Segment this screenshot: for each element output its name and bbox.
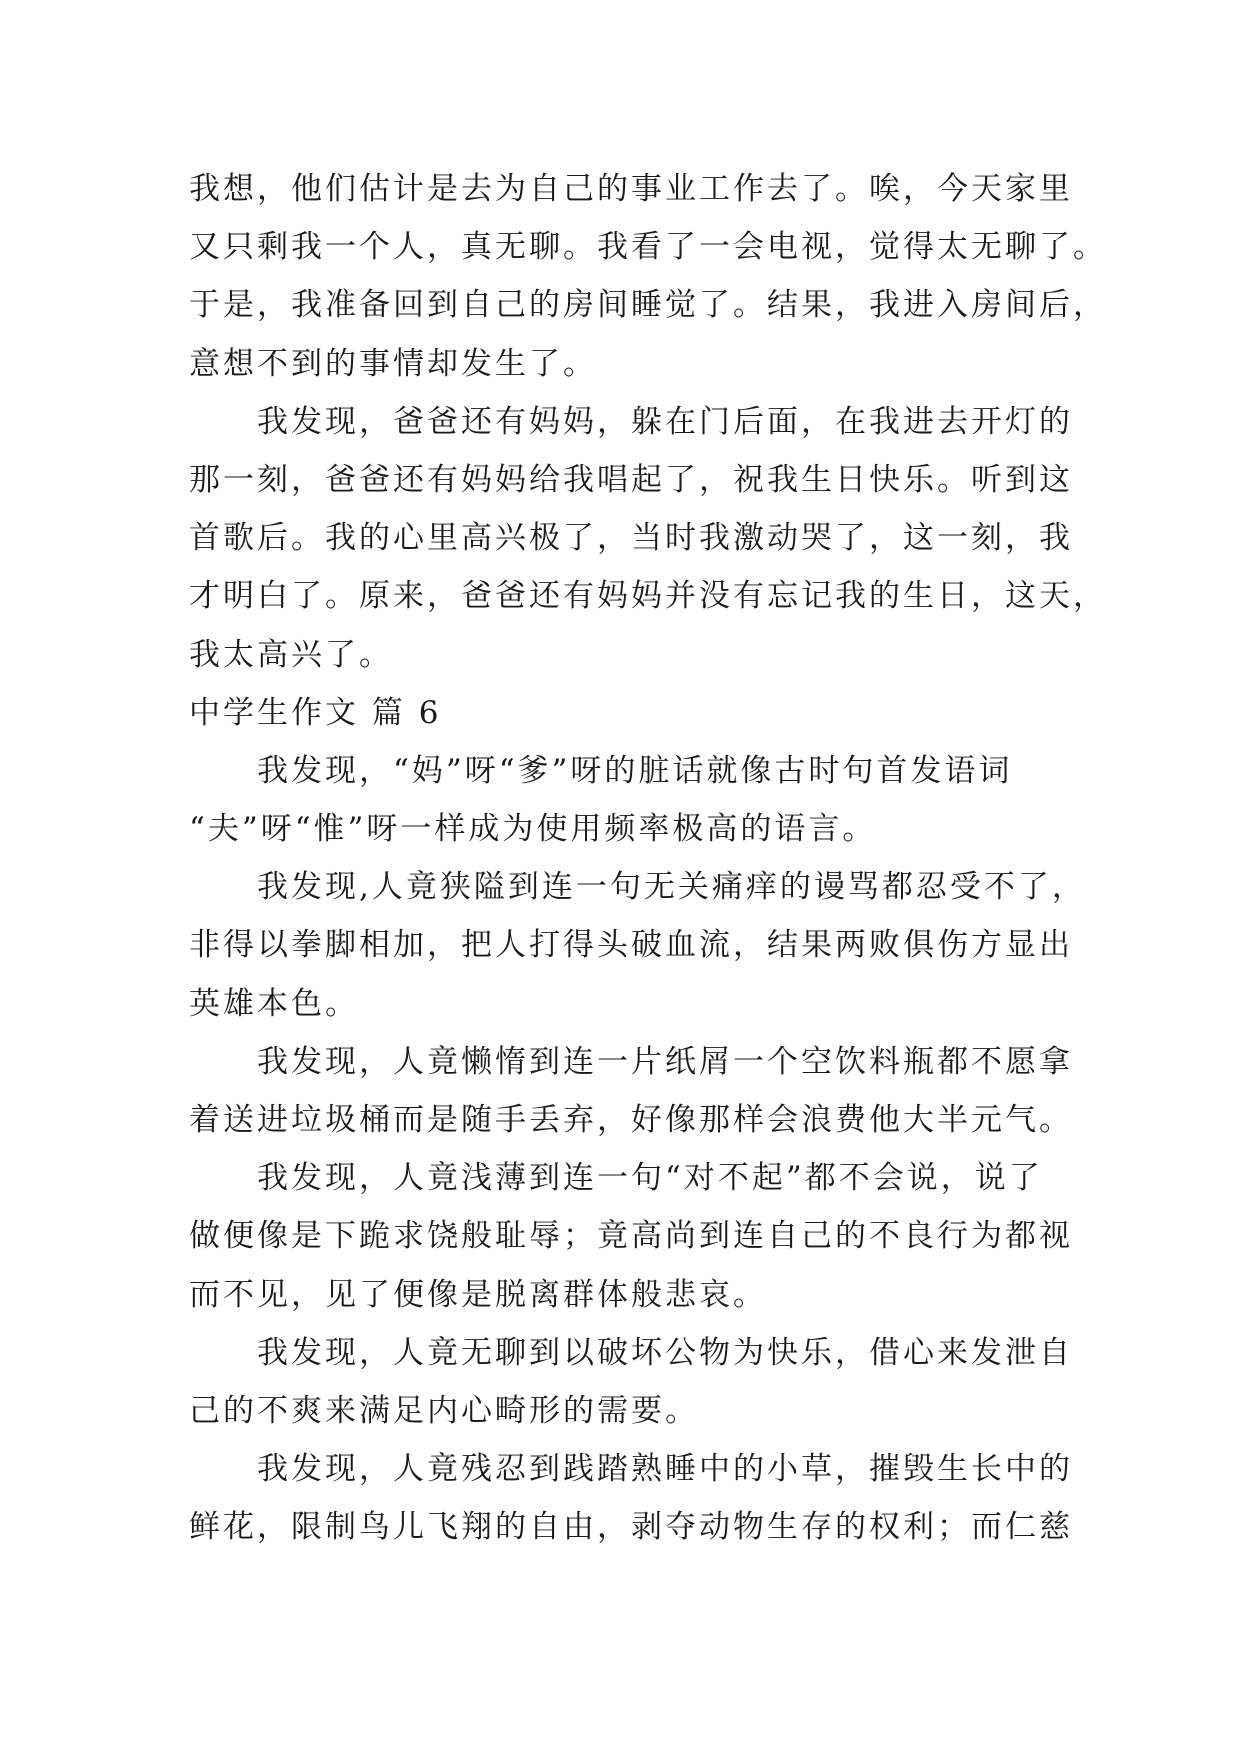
text-line: 鲜花，限制鸟儿飞翔的自由，剥夺动物生存的权利；而仁慈	[189, 1509, 1073, 1546]
text-line: 首歌后。我的心里高兴极了，当时我激动哭了，这一刻，我	[189, 520, 1073, 557]
paragraph-first-line: 我发现，“妈”呀“爹”呀的脏话就像古时句首发语词	[257, 752, 1013, 789]
text-line: 于是，我准备回到自己的房间睡觉了。结果，我进入房间后，	[189, 287, 1107, 324]
text-line: 非得以拳脚相加，把人打得头破血流，结果两败俱伤方显出	[189, 927, 1073, 964]
text-line: 英雄本色。	[189, 985, 359, 1022]
text-line: 己的不爽来满足内心畸形的需要。	[189, 1392, 699, 1429]
article-body	[189, 160, 1107, 1557]
paragraph-first-line: 我发现，爸爸还有妈妈，躲在门后面，在我进去开灯的	[257, 403, 1073, 440]
paragraph-first-line: 我发现，人竟无聊到以破坏公物为快乐，借心来发泄自	[257, 1334, 1073, 1371]
text-line: 做便像是下跪求饶般耻辱；竟高尚到连自己的不良行为都视	[189, 1218, 1073, 1255]
text-line: 着送进垃圾桶而是随手丢弃，好像那样会浪费他大半元气。	[189, 1102, 1073, 1138]
text-line: 意想不到的事情却发生了。	[189, 345, 597, 382]
text-line: 我太高兴了。	[189, 636, 393, 673]
text-line: 才明白了。原来，爸爸还有妈妈并没有忘记我的生日，这天，	[189, 578, 1107, 615]
paragraph-first-line: 我发现，人竟懒惰到连一片纸屑一个空饮料瓶都不愿拿	[257, 1043, 1073, 1080]
paragraph-first-line: 我发现，人竟残忍到践踏熟睡中的小草，摧毁生长中的	[257, 1451, 1073, 1488]
text-line: “夫”呀“惟”呀一样成为使用频率极高的语言。	[189, 811, 877, 848]
text-line: 而不见，见了便像是脱离群体般悲哀。	[189, 1276, 767, 1313]
section-heading: 中学生作文 篇 6	[189, 694, 442, 731]
paragraph-first-line: 我发现,人竟狭隘到连一句无关痛痒的谩骂都忍受不了，	[257, 869, 1086, 906]
text-line: 又只剩我一个人，真无聊。我看了一会电视，觉得太无聊了。	[189, 229, 1107, 266]
paragraph-first-line: 我发现，人竟浅薄到连一句“对不起”都不会说，说了	[257, 1160, 1043, 1197]
text-line: 我想，他们估计是去为自己的事业工作去了。唉，今天家里	[189, 171, 1073, 207]
text-line: 那一刻，爸爸还有妈妈给我唱起了，祝我生日快乐。听到这	[189, 461, 1073, 498]
